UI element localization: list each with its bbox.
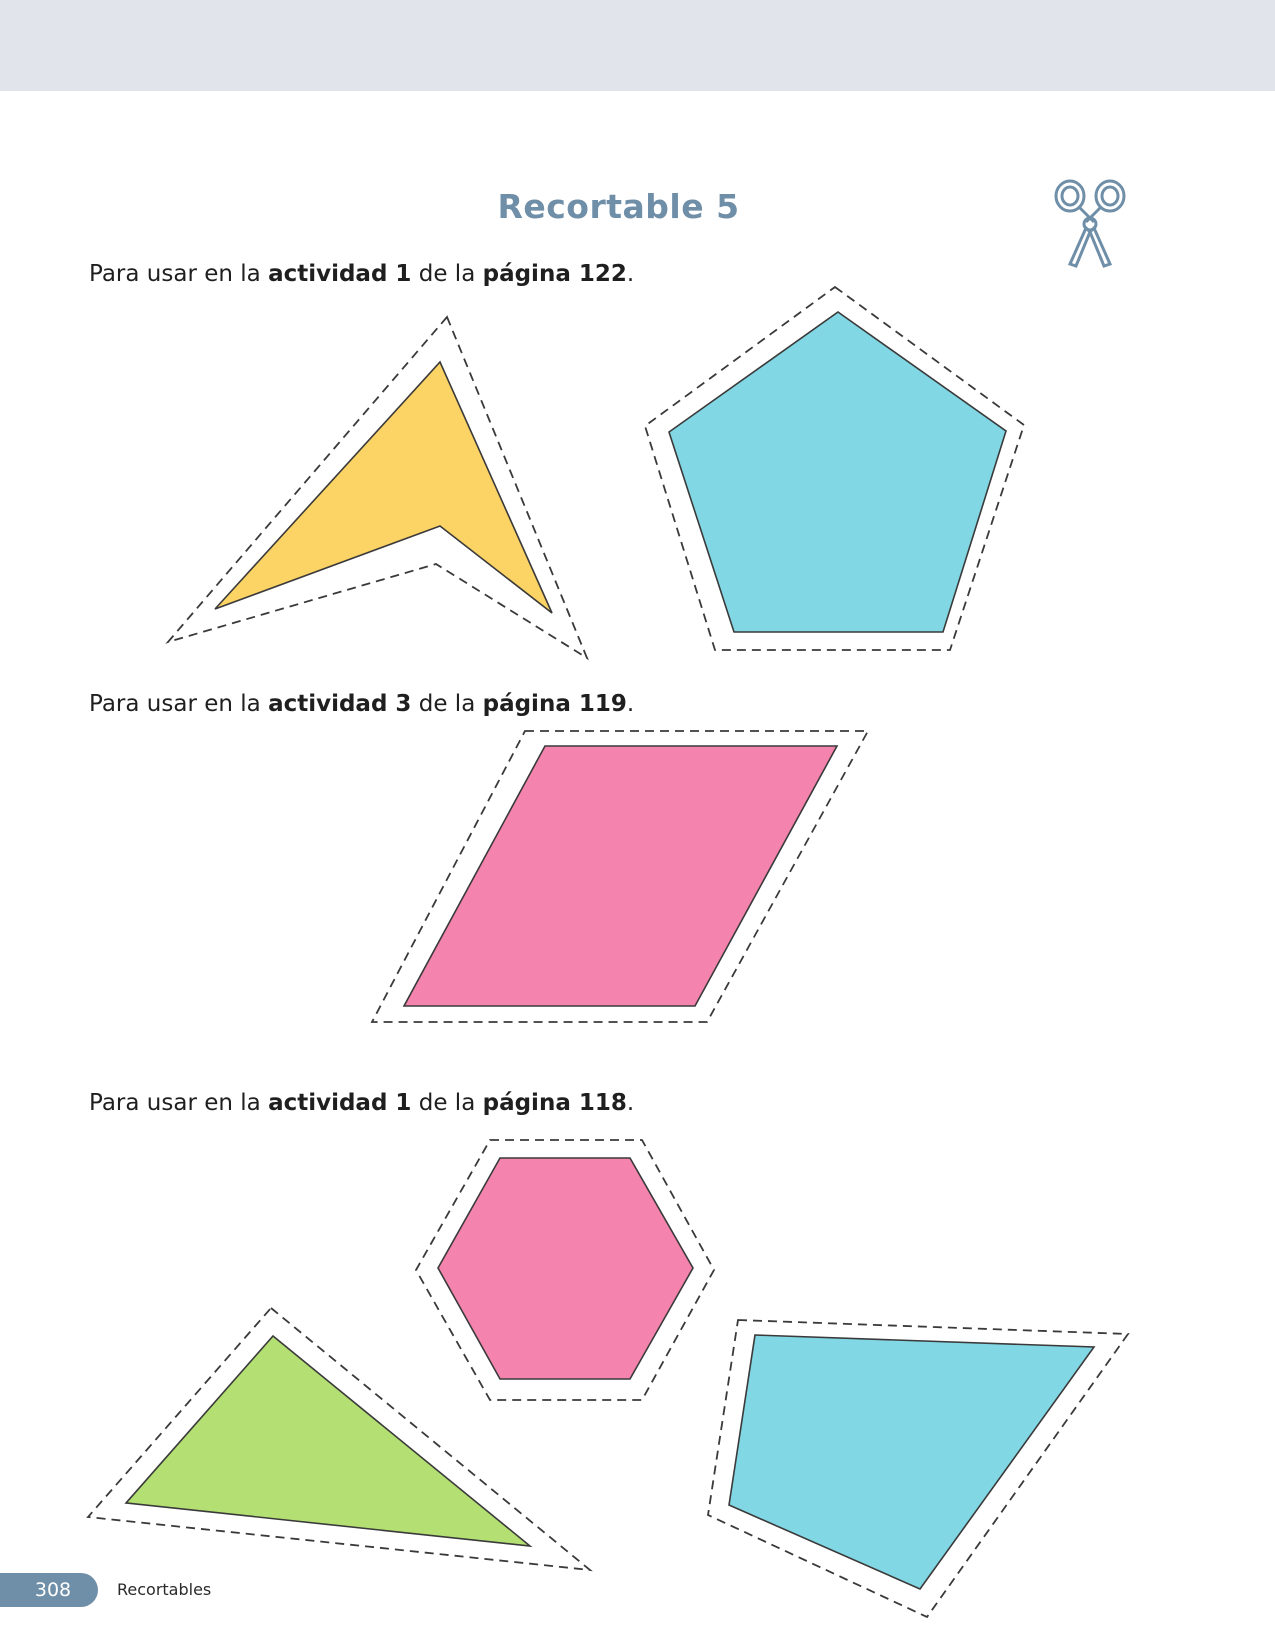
activity-ref: actividad 1 [268, 261, 412, 287]
instruction-prefix: Para usar en la [89, 691, 269, 717]
page-number: 308 [0, 1573, 98, 1607]
instruction-suffix: . [626, 691, 635, 717]
instruction-prefix: Para usar en la [89, 261, 269, 287]
instruction-suffix: . [626, 1090, 635, 1116]
shape-green-triangle [126, 1336, 530, 1546]
shape-pink-rhombus [404, 746, 837, 1006]
instruction-middle: de la [411, 691, 483, 717]
shape-yellow-concave [215, 362, 552, 613]
instruction-middle: de la [411, 1090, 483, 1116]
footer-section-label: Recortables [117, 1580, 212, 1599]
instruction-prefix: Para usar en la [89, 1090, 269, 1116]
instruction-suffix: . [626, 261, 635, 287]
page-ref: página 118 [482, 1090, 627, 1116]
page-ref: página 122 [482, 261, 627, 287]
shape-pink-hexagon [438, 1158, 693, 1379]
page-title: Recortable 5 [497, 187, 740, 226]
activity-ref: actividad 3 [268, 691, 412, 717]
activity-ref: actividad 1 [268, 1090, 412, 1116]
page-ref: página 119 [482, 691, 627, 717]
shape-cyan-quadrilateral [729, 1335, 1094, 1589]
instruction-middle: de la [411, 261, 483, 287]
shape-cyan-pentagon [669, 312, 1006, 632]
